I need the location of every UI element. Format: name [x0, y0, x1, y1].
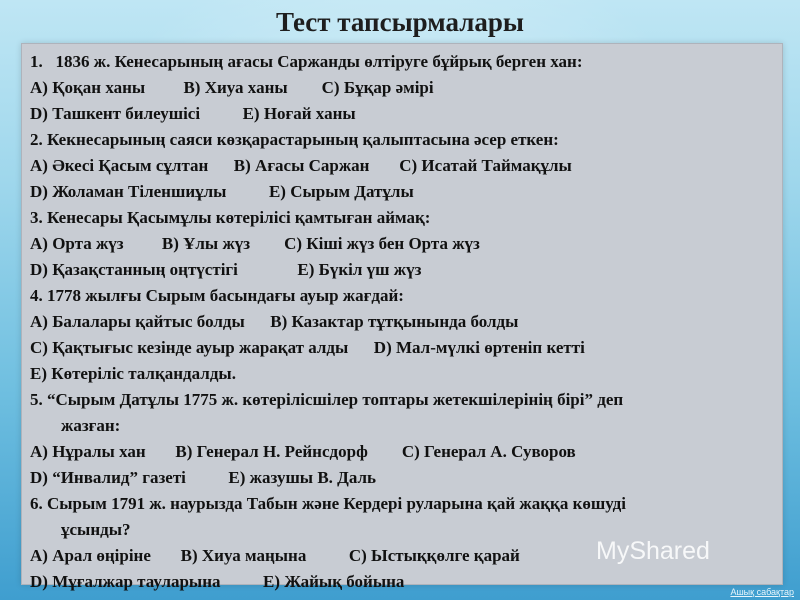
question-2: 2. Кекнесарының саяси көзқарастарының қалыптасына әсер еткен: — [30, 130, 559, 149]
question-6-options-abc: A) Арал өңіріне B) Хиуа маңына C) Ыстыққөлге қарай — [30, 546, 520, 565]
question-2-options-abc: A) Әкесі Қасым сұлтан B) Ағасы Саржан C) Исатай Таймақұлы — [30, 156, 572, 175]
question-4-options-ab: A) Балалары қайтыс болды B) Казактар тұтқынында болды — [30, 312, 519, 331]
question-5-options-abc: A) Нұралы хан B) Генерал Н. Рейнсдорф C) Генерал А. Суворов — [30, 442, 576, 461]
question-3-options-abc: A) Орта жүз B) Ұлы жүз C) Кіші жүз бен Орта жүз — [30, 234, 480, 253]
question-3-options-de: D) Қазақстанның оңтүстігі E) Бүкіл үш жүз — [30, 260, 422, 279]
question-6-continued: ұсынды? — [61, 520, 131, 539]
myshared-watermark — [596, 537, 710, 566]
question-6: 6. Сырым 1791 ж. наурызда Табын және Кердері руларына қай жаққа көшуді — [30, 494, 626, 513]
test-questions-panel — [21, 43, 783, 591]
question-2-options-de: D) Жоламан Тіленшиұлы E) Сырым Датұлы — [30, 182, 414, 201]
question-5-options-de: D) “Инвалид” газеті E) жазушы В. Даль — [30, 468, 377, 487]
question-4-options-cd: C) Қақтығыс кезінде ауыр жарақат алды D) Мал-мүлкі өртеніп кетті — [30, 338, 585, 357]
question-5-continued: жазған: — [61, 416, 121, 435]
question-1-options-de: D) Ташкент билеушісі E) Ноғай ханы — [30, 104, 356, 123]
question-3: 3. Кенесары Қасымұлы көтерілісі қамтыған аймақ: — [30, 208, 431, 227]
question-4: 4. 1778 жылғы Сырым басындағы ауыр жағдай: — [30, 286, 404, 305]
question-5: 5. “Сырым Датұлы 1775 ж. көтерілісшілер топтары жетекшілерінің бірі” деп — [30, 390, 624, 409]
watermark-text: MyShared — [596, 537, 710, 565]
question-1-options-abc: A) Қоқан ханы B) Хиуа ханы C) Бұқар әмірі — [30, 78, 434, 97]
question-6-options-de: D) Мұғалжар тауларына E) Жайық бойына — [30, 572, 405, 591]
question-4-option-e: E) Көтеріліс талқандалды. — [30, 364, 236, 383]
questions-content — [30, 49, 778, 595]
slide-title: Тест тапсырмалары — [276, 7, 524, 37]
footer-link[interactable]: Ашық сабақтар — [730, 587, 794, 597]
question-1: 1. 1836 ж. Кенесарының ағасы Саржанды өлтіруге бұйрық берген хан: — [30, 52, 583, 71]
